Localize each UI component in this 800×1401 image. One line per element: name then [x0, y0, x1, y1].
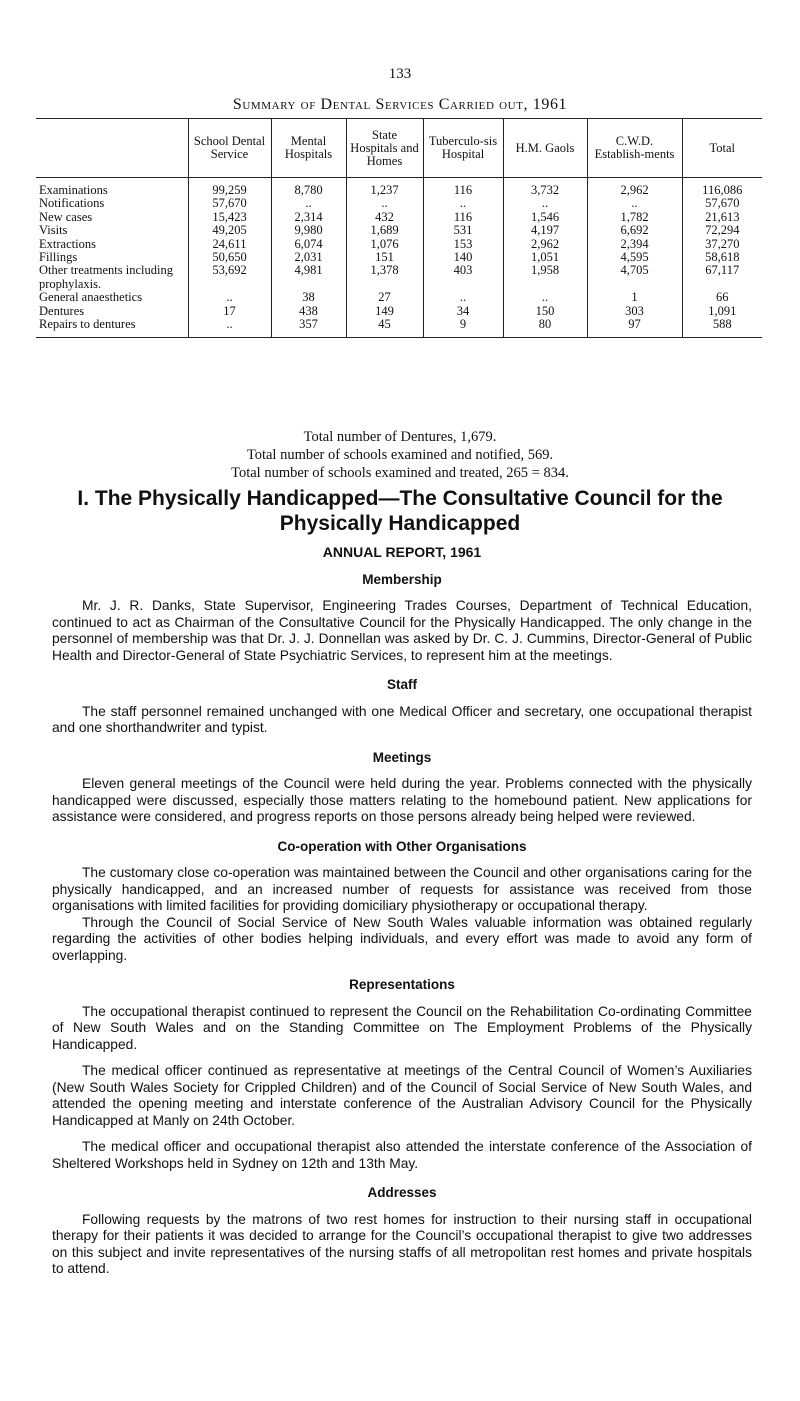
- table-cell: ..: [271, 197, 346, 210]
- table-cell: 116,086: [682, 178, 762, 198]
- table-cell: ..: [188, 291, 271, 304]
- table-cell: 403: [423, 264, 503, 291]
- paragraph-cooperation-2: Through the Council of Social Service of New South Wales valuable information was obtained regularly regarding the activities of other bodies helping individuals, and every effort was made to avoid any form of overlapping.: [52, 914, 752, 963]
- table-row: [36, 211, 762, 224]
- table-cell: 1,378: [346, 264, 423, 291]
- page-number: 133: [388, 66, 412, 82]
- table-cell: 58,618: [682, 251, 762, 264]
- table-cell: ..: [423, 291, 503, 304]
- table-cell: 303: [587, 305, 682, 318]
- table-cell: 2,314: [271, 211, 346, 224]
- report-heading: ANNUAL REPORT, 1961: [322, 544, 482, 560]
- heading-representations: Representations: [349, 977, 455, 992]
- header-hm-gaols: H.M. Gaols: [503, 119, 587, 178]
- note-schools-notified: Total number of schools examined and notified, 569.: [246, 447, 554, 463]
- table-cell: 116: [423, 211, 503, 224]
- heading-addresses: Addresses: [367, 1185, 437, 1200]
- table-cell: 2,962: [503, 238, 587, 251]
- table-row: [36, 238, 762, 251]
- table-cell: 27: [346, 291, 423, 304]
- table-cell: 116: [423, 178, 503, 198]
- header-cwd-establishments: C.W.D. Establish-ments: [587, 119, 682, 178]
- table-cell: 37,270: [682, 238, 762, 251]
- table-cell: 17: [188, 305, 271, 318]
- table-cell: 15,423: [188, 211, 271, 224]
- table-header-row: [36, 119, 762, 178]
- header-school-dental-service: School Dental Service: [188, 119, 271, 178]
- table-cell: 8,780: [271, 178, 346, 198]
- table-row: [36, 251, 762, 264]
- table-cell: 1: [587, 291, 682, 304]
- table-cell: 9: [423, 318, 503, 338]
- table-cell: 1,091: [682, 305, 762, 318]
- dental-services-table-container: [36, 118, 762, 338]
- report-body: [52, 544, 752, 1278]
- note-schools-treated: Total number of schools examined and treated, 265 = 834.: [231, 465, 569, 481]
- table-cell: 1,958: [503, 264, 587, 291]
- table-cell: 3,732: [503, 178, 587, 198]
- table-body: [36, 178, 762, 338]
- table-cell: 438: [271, 305, 346, 318]
- paragraph-representations-3: The medical officer and occupational therapist also attended the interstate conference of the Association of Sheltered Workshops held in Sydney on 12th and 13th May.: [52, 1139, 752, 1171]
- table-cell: 1,076: [346, 238, 423, 251]
- table-cell: 588: [682, 318, 762, 338]
- table-cell: 4,197: [503, 224, 587, 237]
- table-cell: 45: [346, 318, 423, 338]
- table-cell: ..: [503, 197, 587, 210]
- table-cell: ..: [188, 318, 271, 338]
- row-label: Other treatments including prophylaxis.: [39, 263, 173, 291]
- table-cell: 140: [423, 251, 503, 264]
- row-label: Extractions: [39, 236, 96, 251]
- table-cell: 6,074: [271, 238, 346, 251]
- table-cell: 432: [346, 211, 423, 224]
- row-label: New cases: [39, 209, 93, 224]
- heading-membership: Membership: [362, 571, 442, 587]
- table-cell: 153: [423, 238, 503, 251]
- table-cell: 1,782: [587, 211, 682, 224]
- table-notes: [0, 428, 800, 482]
- table-cell: 99,259: [188, 178, 271, 198]
- table-cell: 57,670: [682, 197, 762, 210]
- paragraph-representations-1: The occupational therapist continued to represent the Council on the Rehabilitation Co-ordinating Committee of New South Wales and on the Standing Committee on The Employment Problems of the Physically Handicapped.: [52, 1003, 752, 1052]
- table-cell: 24,611: [188, 238, 271, 251]
- table-cell: 80: [503, 318, 587, 338]
- row-label: Dentures: [39, 303, 85, 318]
- row-label: Visits: [39, 223, 68, 238]
- table-row: [36, 197, 762, 210]
- table-cell: 357: [271, 318, 346, 338]
- table-row: [36, 318, 762, 338]
- heading-staff: Staff: [387, 677, 417, 692]
- header-row-labels: [36, 119, 188, 178]
- heading-meetings: Meetings: [372, 749, 432, 765]
- table-cell: 49,205: [188, 224, 271, 237]
- table-cell: 4,981: [271, 264, 346, 291]
- table-cell: 57,670: [188, 197, 271, 210]
- table-cell: ..: [423, 197, 503, 210]
- table-row: [36, 264, 762, 291]
- table-row: [36, 291, 762, 304]
- table-cell: 21,613: [682, 211, 762, 224]
- header-mental-hospitals: Mental Hospitals: [271, 119, 346, 178]
- table-cell: 1,689: [346, 224, 423, 237]
- table-cell: 9,980: [271, 224, 346, 237]
- paragraph-representations-2: The medical officer continued as representative at meetings of the Central Council of Women’s Auxiliaries (New South Wales Society for Crippled Children) and of the Council of Social Service of New South Wales, and attended the opening meeting and interstate conference of the Australian Advisory Council for the Physically Handicapped at Manly on 24th October.: [52, 1063, 752, 1128]
- table-cell: 97: [587, 318, 682, 338]
- table-cell: 6,692: [587, 224, 682, 237]
- row-label: Fillings: [39, 250, 78, 265]
- paragraph-cooperation-1: The customary close co-operation was maintained between the Council and other organisations caring for the physically handicapped, and an increased number of requests for assistance was received from those organisations with limited facilities for providing domiciliary physiotherapy or occupational therapy.: [52, 865, 752, 913]
- table-cell: 2,394: [587, 238, 682, 251]
- table-cell: 2,962: [587, 178, 682, 198]
- table-row: [36, 178, 762, 198]
- paragraph-meetings: Eleven general meetings of the Council were held during the year. Problems connected with the physically handicapped were discussed, especially those matters relating to the homebound patient. New applications for assistance were considered, and progress reports on those persons already being helped were reviewed.: [52, 776, 752, 824]
- table-cell: 50,650: [188, 251, 271, 264]
- table-cell: 4,705: [587, 264, 682, 291]
- table-cell: 149: [346, 305, 423, 318]
- heading-cooperation: Co-operation with Other Organisations: [277, 838, 527, 854]
- table-cell: 66: [682, 291, 762, 304]
- row-label: Examinations: [39, 183, 108, 197]
- table-cell: ..: [346, 197, 423, 210]
- table-cell: 1,237: [346, 178, 423, 198]
- table-cell: 72,294: [682, 224, 762, 237]
- table-cell: 150: [503, 305, 587, 318]
- table-cell: 1,051: [503, 251, 587, 264]
- table-cell: 38: [271, 291, 346, 304]
- paragraph-membership: Mr. J. R. Danks, State Supervisor, Engineering Trades Courses, Department of Technical Education, continued to act as Chairman of the Consultative Council for the Physically Handicapped. The only change in the personnel of membership was that Dr. J. J. Donnellan was asked by Dr. C. J. Cummins, Director-General of Public Health and Director-General of State Psychiatric Services, to represent him at the meetings.: [52, 598, 752, 663]
- table-row: [36, 305, 762, 318]
- section-title: I. The Physically Handicapped—The Consultative Council for the Physically Handicapped: [77, 487, 723, 535]
- header-total: Total: [682, 119, 762, 178]
- table-cell: 2,031: [271, 251, 346, 264]
- row-label: General anaesthetics: [39, 290, 143, 305]
- table-cell: 151: [346, 251, 423, 264]
- paragraph-staff: The staff personnel remained unchanged with one Medical Officer and secretary, one occupational therapist and one shorthandwriter and typist.: [52, 703, 752, 735]
- table-cell: 4,595: [587, 251, 682, 264]
- header-state-hospitals: State Hospitals and Homes: [346, 119, 423, 178]
- header-tuberculosis-hospital: Tuberculo-sis Hospital: [423, 119, 503, 178]
- row-label: Notifications: [39, 196, 105, 211]
- table-cell: 34: [423, 305, 503, 318]
- table-cell: 531: [423, 224, 503, 237]
- table-cell: 53,692: [188, 264, 271, 291]
- table-row: [36, 224, 762, 237]
- table-cell: ..: [503, 291, 587, 304]
- table-cell: 1,546: [503, 211, 587, 224]
- table-title: Summary of Dental Services Carried out, 1961: [232, 96, 568, 113]
- table-cell: 67,117: [682, 264, 762, 291]
- table-cell: ..: [587, 197, 682, 210]
- paragraph-addresses: Following requests by the matrons of two rest homes for instruction to their nursing staff in occupational therapy for their patients it was decided to arrange for the Council’s occupational therapist to give two addresses on this subject and invite representatives of the nursing staffs of all metropolitan rest homes and private hospitals to attend.: [52, 1211, 752, 1276]
- dental-services-table: [36, 118, 762, 338]
- row-label: Repairs to dentures: [36, 318, 188, 338]
- note-dentures-total: Total number of Dentures, 1,679.: [303, 429, 497, 445]
